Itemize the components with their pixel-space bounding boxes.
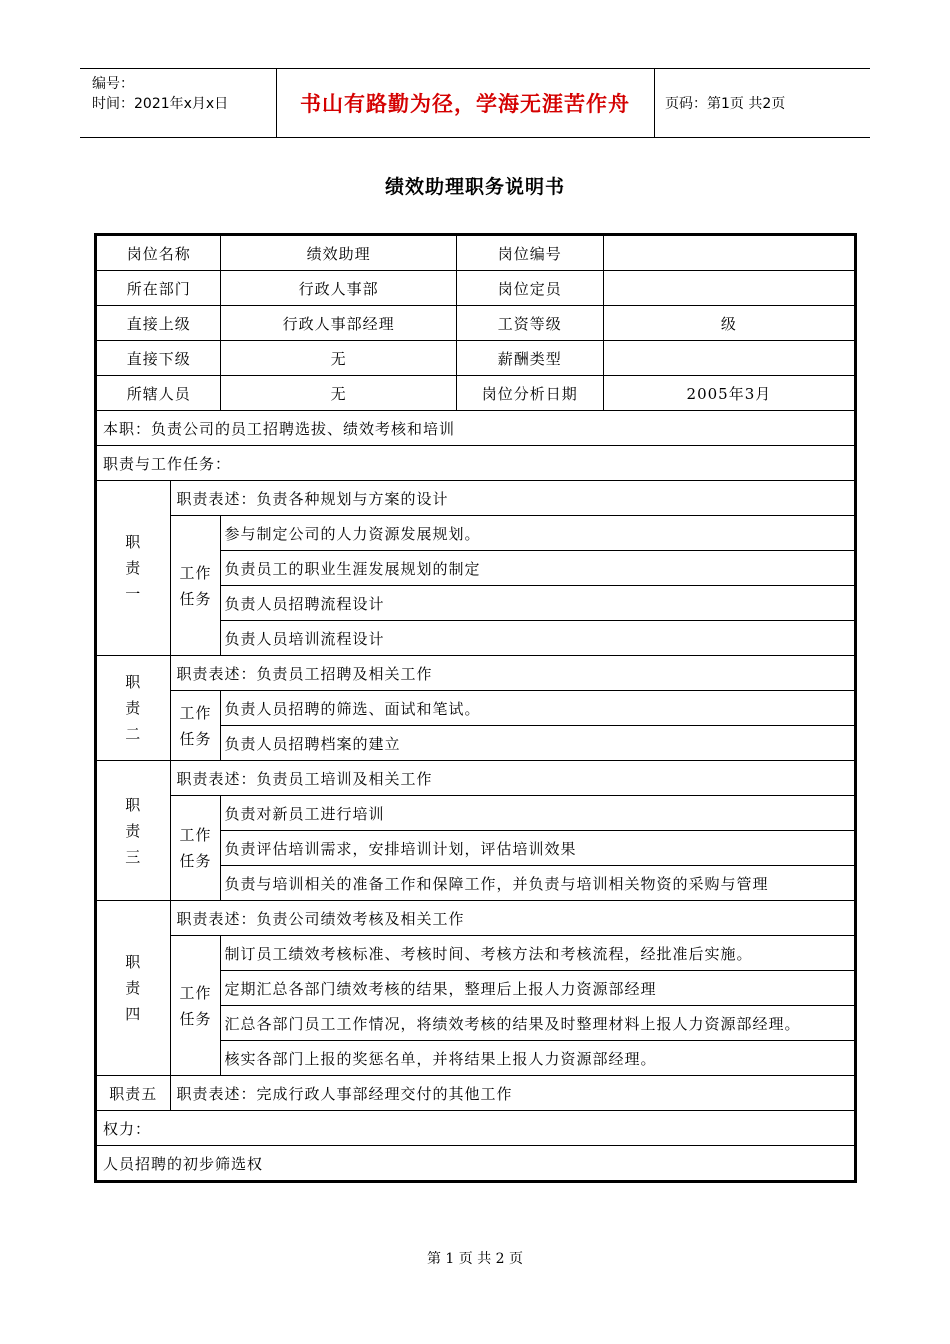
info-label: 岗位定员 bbox=[456, 271, 603, 306]
task-text: 核实各部门上报的奖惩名单，并将结果上报人力资源部经理。 bbox=[221, 1041, 855, 1076]
tasks-label-line: 任务 bbox=[179, 852, 212, 870]
tasks-label-line: 工作 bbox=[179, 983, 212, 1002]
info-row bbox=[97, 341, 855, 376]
duty-name bbox=[97, 481, 171, 656]
task-text: 负责人员培训流程设计 bbox=[221, 621, 855, 656]
task-text: 负责员工的职业生涯发展规划的制定 bbox=[221, 551, 855, 586]
tasks-label bbox=[170, 691, 221, 761]
duty-name-char: 职 bbox=[125, 673, 142, 691]
task-text: 定期汇总各部门绩效考核的结果，整理后上报人力资源部经理 bbox=[221, 971, 855, 1006]
tasks-label-line: 工作 bbox=[179, 563, 212, 582]
job-description-table bbox=[94, 233, 857, 1183]
duty-name-char: 一 bbox=[125, 585, 142, 603]
info-row bbox=[97, 271, 855, 306]
duty5-row bbox=[97, 1076, 855, 1111]
page-footer: 第 1 页 共 2 页 bbox=[426, 1251, 524, 1267]
duty-statement-row bbox=[97, 901, 855, 936]
task-text: 负责人员招聘档案的建立 bbox=[221, 726, 855, 761]
info-row bbox=[97, 306, 855, 341]
duty5-name: 职责五 bbox=[97, 1076, 171, 1111]
info-label: 薪酬类型 bbox=[456, 341, 603, 376]
header-motto-cell bbox=[276, 69, 655, 137]
info-value: 无 bbox=[221, 341, 456, 376]
document-title: 绩效助理职务说明书 bbox=[384, 176, 565, 198]
info-value: 绩效助理 bbox=[221, 236, 456, 271]
info-value bbox=[603, 271, 854, 306]
info-label: 岗位分析日期 bbox=[456, 376, 603, 411]
task-text: 负责与培训相关的准备工作和保障工作，并负责与培训相关物资的采购与管理 bbox=[221, 866, 855, 901]
info-label: 直接下级 bbox=[97, 341, 221, 376]
info-value: 级 bbox=[603, 306, 854, 341]
motto: 书山有路勤为径，学海无涯苦作舟 bbox=[300, 92, 630, 116]
task-row bbox=[97, 516, 855, 551]
tasks-label-line: 工作 bbox=[179, 703, 212, 722]
duty-name-char: 四 bbox=[125, 1005, 142, 1023]
task-text: 汇总各部门员工工作情况，将绩效考核的结果及时整理材料上报人力资源部经理。 bbox=[221, 1006, 855, 1041]
duty-statement: 职责表述：负责各种规划与方案的设计 bbox=[170, 481, 854, 516]
header-page-cell bbox=[655, 69, 870, 137]
date-label: 时间：2021年x月x日 bbox=[92, 96, 229, 112]
number-label: 编号： bbox=[92, 76, 134, 92]
info-value: 无 bbox=[221, 376, 456, 411]
info-label: 直接上级 bbox=[97, 306, 221, 341]
tasks-label-line: 任务 bbox=[179, 1009, 212, 1028]
tasks-label bbox=[170, 936, 221, 1076]
task-row bbox=[97, 691, 855, 726]
duty-statement-row bbox=[97, 481, 855, 516]
duty-statement-row bbox=[97, 656, 855, 691]
tasks-label bbox=[170, 516, 221, 656]
page-header bbox=[80, 68, 870, 138]
duties-heading-row bbox=[97, 446, 855, 481]
task-text: 负责对新员工进行培训 bbox=[221, 796, 855, 831]
info-row bbox=[97, 236, 855, 271]
duty-name-char: 责 bbox=[125, 979, 142, 997]
authority-row bbox=[97, 1146, 855, 1181]
duty-statement-row bbox=[97, 761, 855, 796]
tasks-label bbox=[170, 796, 221, 901]
info-value: 2005年3月 bbox=[603, 376, 854, 411]
info-label: 岗位名称 bbox=[97, 236, 221, 271]
duty-name-char: 责 bbox=[125, 821, 142, 840]
authority-heading: 权力： bbox=[97, 1111, 855, 1146]
tasks-label-line: 任务 bbox=[179, 589, 212, 608]
duty-name-char: 职 bbox=[125, 795, 142, 814]
task-row bbox=[97, 796, 855, 831]
duty-name bbox=[97, 656, 171, 761]
duty-name-char: 三 bbox=[125, 847, 142, 866]
info-value: 行政人事部 bbox=[221, 271, 456, 306]
task-text: 负责评估培训需求，安排培训计划，评估培训效果 bbox=[221, 831, 855, 866]
task-text: 参与制定公司的人力资源发展规划。 bbox=[221, 516, 855, 551]
duty5-statement: 职责表述：完成行政人事部经理交付的其他工作 bbox=[170, 1076, 854, 1111]
duties-heading: 职责与工作任务： bbox=[97, 446, 855, 481]
tasks-label-line: 工作 bbox=[179, 826, 212, 844]
page-label: 页码：第1页 共2页 bbox=[665, 96, 786, 112]
header-meta bbox=[80, 69, 277, 137]
info-label: 所在部门 bbox=[97, 271, 221, 306]
authority-heading-row bbox=[97, 1111, 855, 1146]
duty-name bbox=[97, 761, 171, 901]
duty-name-char: 二 bbox=[125, 725, 142, 743]
duty-name-char: 责 bbox=[125, 559, 142, 577]
authority-item: 人员招聘的初步筛选权 bbox=[97, 1146, 855, 1181]
summary-row bbox=[97, 411, 855, 446]
info-row bbox=[97, 376, 855, 411]
task-text: 负责人员招聘的筛选、面试和笔试。 bbox=[221, 691, 855, 726]
info-value bbox=[603, 341, 854, 376]
duty-name-char: 责 bbox=[125, 699, 142, 717]
info-label: 岗位编号 bbox=[456, 236, 603, 271]
duty-statement: 职责表述：负责公司绩效考核及相关工作 bbox=[170, 901, 854, 936]
summary-text: 本职：负责公司的员工招聘选拔、绩效考核和培训 bbox=[97, 411, 855, 446]
task-row bbox=[97, 936, 855, 971]
task-text: 负责人员招聘流程设计 bbox=[221, 586, 855, 621]
info-label: 所辖人员 bbox=[97, 376, 221, 411]
duty-statement: 职责表述：负责员工培训及相关工作 bbox=[170, 761, 854, 796]
tasks-label-line: 任务 bbox=[179, 729, 212, 748]
duty-statement: 职责表述：负责员工招聘及相关工作 bbox=[170, 656, 854, 691]
task-text: 制订员工绩效考核标准、考核时间、考核方法和考核流程，经批准后实施。 bbox=[221, 936, 855, 971]
duty-name-char: 职 bbox=[125, 533, 142, 551]
info-label: 工资等级 bbox=[456, 306, 603, 341]
info-value bbox=[603, 236, 854, 271]
duty-name-char: 职 bbox=[125, 953, 142, 971]
info-value: 行政人事部经理 bbox=[221, 306, 456, 341]
duty-name bbox=[97, 901, 171, 1076]
